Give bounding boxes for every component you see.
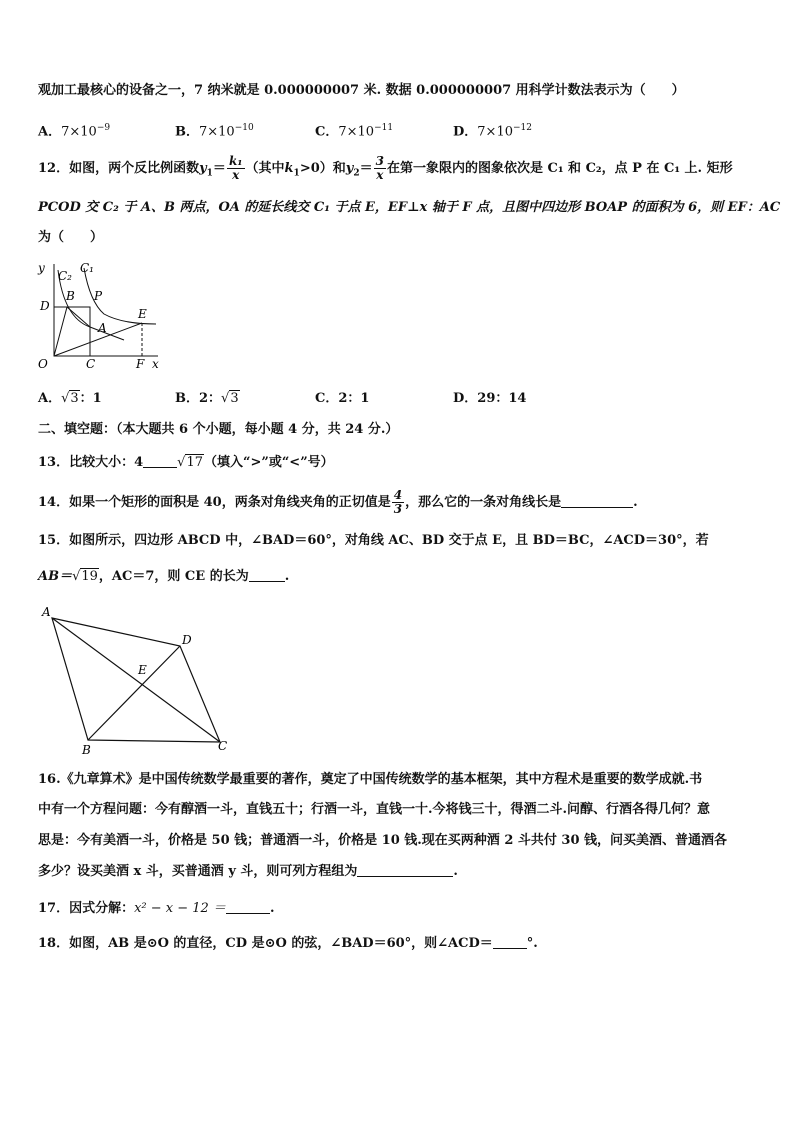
- q17: 17．因式分解：x² − x − 12 ＝ .: [38, 901, 275, 916]
- q17-blank[interactable]: [226, 899, 270, 914]
- q12-fraction-3: $\frac{3}{x}$: [375, 154, 384, 182]
- q15-line1: 15．如图所示，四边形 ABCD 中，∠BAD＝60°，对角线 AC、BD 交于点 E，且 BD＝BC，∠ACD＝30°，若: [38, 533, 709, 548]
- hyperbola-diagram: [34, 258, 164, 374]
- label-e: E: [138, 663, 147, 677]
- quadrilateral-abcd-diagram: [36, 600, 236, 756]
- q12-fraction-k1: $\frac{\text{k₁}}{x}$: [228, 154, 243, 182]
- q18-blank[interactable]: [493, 934, 527, 949]
- label-b: B: [66, 289, 75, 303]
- q11-option-a[interactable]: A．$7\times 10^{-9}$: [38, 123, 111, 140]
- q12-line2: PCOD 交 C₂ 于 A、B 两点，OA 的延长线交 C₁ 于点 E，EF⊥x 轴于 F 点，且图中四边形 BOAP 的面积为 6，则 EF：AC: [38, 200, 781, 215]
- label-c: C: [218, 739, 228, 753]
- segment-ba: [67, 307, 90, 327]
- rectangle-pcod: [54, 307, 90, 356]
- q14-fraction: $\frac{4}{3}$: [393, 488, 403, 516]
- q13-blank[interactable]: [143, 453, 177, 468]
- q16-line1: 16.《九章算术》是中国传统数学最重要的著作，奠定了中国传统数学的基本框架，其中方程术是重要的数学成就.书: [38, 772, 703, 787]
- q15-figure: [36, 600, 236, 760]
- q12-option-d[interactable]: D．29：14: [453, 391, 527, 406]
- label-c2: C₂: [58, 269, 72, 283]
- q14-blank[interactable]: [561, 493, 633, 508]
- q12-option-b[interactable]: B．2：√3: [175, 391, 239, 406]
- label-x: x: [152, 357, 159, 371]
- q16-line2: 中有一个方程问题：今有醇酒一斗，直钱五十；行酒一斗，直钱一十.今将钱三十，得酒二斗.问醇、行酒各得几何？意: [38, 802, 711, 817]
- q16-line3: 思是：今有美酒一斗，价格是 50 钱；普通酒一斗，价格是 10 钱.现在买两种酒 2 斗共付 30 钱，问买美酒、普通酒各: [38, 833, 728, 848]
- label-f: F: [136, 357, 145, 371]
- label-d: D: [40, 299, 50, 313]
- diagonal-bd: [88, 646, 180, 740]
- section-heading: 二、填空题：（本大题共 6 个小题，每小题 4 分，共 24 分.）: [38, 422, 399, 437]
- q15-line2: AB＝√19，AC＝7，则 CE 的长为 .: [38, 569, 290, 584]
- label-a: A: [42, 605, 51, 619]
- q13: 13．比较大小：4 √17（填入“>”或“<”号）: [38, 455, 334, 470]
- q14: 14．如果一个矩形的面积是 40，两条对角线夹角的正切值是 $\frac{4}{3}$ ，那么它的一条对角线长是 .: [38, 488, 638, 516]
- q16-line4: 多少？设买美酒 x 斗，买普通酒 y 斗，则可列方程组为 .: [38, 864, 458, 879]
- q12-option-c[interactable]: C．2：1: [315, 391, 370, 406]
- q12-line3: 为（ ）: [38, 230, 104, 245]
- q11-text: 观加工最核心的设备之一，7 纳米就是 0.000000007 米. 数据 0.000000007 用科学计数法表示为（ ）: [38, 83, 685, 98]
- q16-blank[interactable]: [357, 862, 453, 877]
- q11-option-c[interactable]: C．$7\times 10^{-11}$: [315, 123, 394, 140]
- segment-ob: [54, 307, 67, 356]
- q12-option-a[interactable]: A．√3：1: [38, 391, 102, 406]
- label-e: E: [138, 307, 147, 321]
- label-o: O: [38, 357, 48, 371]
- label-b: B: [82, 743, 91, 756]
- q12-figure: [34, 258, 164, 378]
- label-c: C: [86, 357, 96, 371]
- label-c1: C₁: [80, 261, 94, 275]
- q11-option-d[interactable]: D．$7\times 10^{-12}$: [453, 123, 532, 140]
- label-d: D: [182, 633, 192, 647]
- q18: 18．如图，AB 是⊙O 的直径，CD 是⊙O 的弦，∠BAD＝60°，则∠ACD＝ °.: [38, 936, 538, 951]
- q15-blank[interactable]: [249, 567, 285, 582]
- q12-line1: 12．如图，两个反比例函数$y_1=$ $\frac{\text{k₁}}{x}$ （其中$k_1>0$）和$y_2=$ $\frac{3}{x}$ 在第一象限内的图象依次是 C₁ 和 C₂，点 P 在 C₁ 上. 矩形: [38, 154, 733, 182]
- label-p: P: [94, 289, 103, 303]
- label-a: A: [98, 321, 107, 335]
- q11-option-b[interactable]: B．$7\times 10^{-10}$: [175, 123, 254, 140]
- label-y: y: [38, 261, 45, 275]
